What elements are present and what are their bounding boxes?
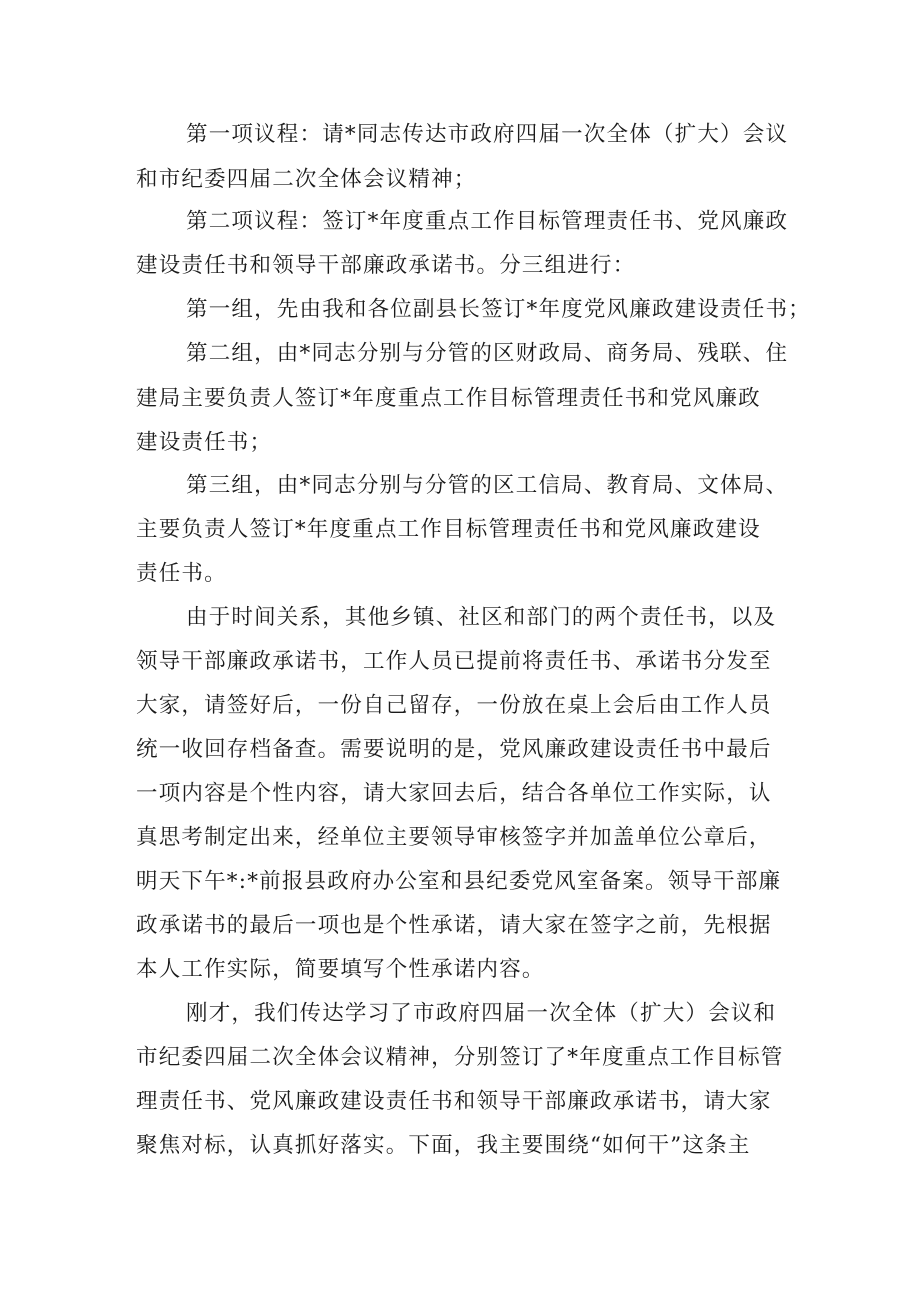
text-line: 市纪委四届二次全体会议精神，分别签订了*年度重点工作目标管 xyxy=(136,1045,784,1070)
text-line: 一项内容是个性内容，请大家回去后，结合各单位工作实际，认 xyxy=(136,781,772,806)
text-line: 明天下午*:*前报县政府办公室和县纪委党风室备案。领导干部廉 xyxy=(136,869,782,894)
text-line: 第一项议程：请*同志传达市政府四届一次全体（扩大）会议 xyxy=(186,122,789,147)
text-line: 责任书。 xyxy=(136,561,227,586)
text-line: 领导干部廉政承诺书，工作人员已提前将责任书、承诺书分发至 xyxy=(136,649,772,674)
text-line: 建局主要负责人签订*年度重点工作目标管理责任书和党风廉政 xyxy=(136,386,761,411)
text-line: 主要负责人签订*年度重点工作目标管理责任书和党风廉政建设 xyxy=(136,517,761,542)
text-line: 由于时间关系，其他乡镇、社区和部门的两个责任书，以及 xyxy=(186,605,777,630)
text-line: 本人工作实际，简要填写个性承诺内容。 xyxy=(136,957,545,982)
text-line: 统一收回存档备查。需要说明的是，党风廉政建设责任书中最后 xyxy=(136,737,772,762)
text-line: 刚才，我们传达学习了市政府四届一次全体（扩大）会议和 xyxy=(186,1001,777,1026)
text-line: 第二项议程：签订*年度重点工作目标管理责任书、党风廉政 xyxy=(186,209,789,234)
text-line: 政承诺书的最后一项也是个性承诺，请大家在签字之前，先根据 xyxy=(136,913,772,938)
text-line: 聚焦对标，认真抓好落实。下面，我主要围绕“如何干”这条主 xyxy=(136,1133,751,1158)
text-line: 第三组，由*同志分别与分管的区工信局、教育局、文体局、 xyxy=(186,473,789,498)
text-line: 和市纪委四届二次全体会议精神； xyxy=(136,167,477,192)
text-line: 真思考制定出来，经单位主要领导审核签字并加盖单位公章后， xyxy=(136,825,772,850)
text-line: 建设责任书； xyxy=(136,430,273,455)
text-line: 大家，请签好后，一份自己留存，一份放在桌上会后由工作人员 xyxy=(136,693,772,718)
text-line: 建设责任书和领导干部廉政承诺书。分三组进行： xyxy=(136,253,636,278)
text-line: 第一组，先由我和各位副县长签订*年度党风廉政建设责任书； xyxy=(186,297,811,322)
text-line: 理责任书、党风廉政建设责任书和领导干部廉政承诺书，请大家 xyxy=(136,1089,772,1114)
text-line: 第二组，由*同志分别与分管的区财政局、商务局、残联、住 xyxy=(186,341,789,366)
